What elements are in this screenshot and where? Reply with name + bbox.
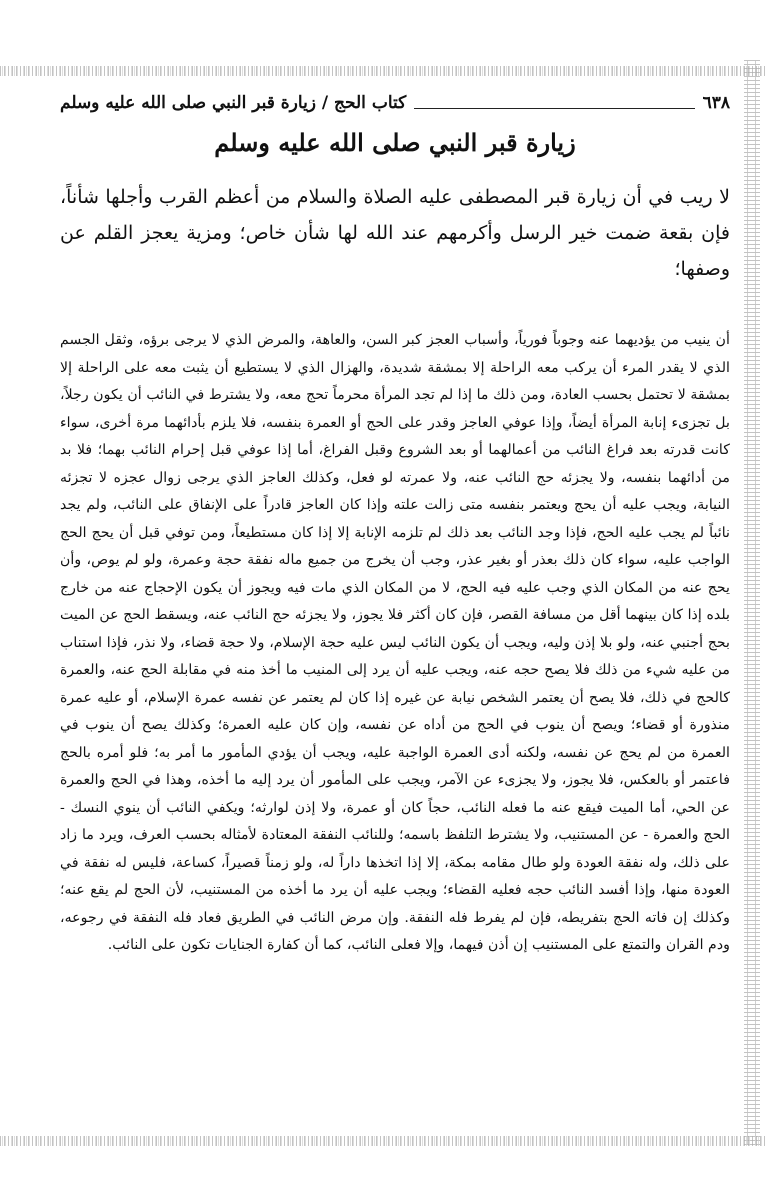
page-header <box>60 90 730 116</box>
body-text: أن ينيب من يؤديهما عنه وجوباً فورياً، وأسباب العجز كبر السن، والعاهة، والمرض الذي لا يرجى برؤه، وثقل الجسم الذي لا يقدر المرء أن يركب معه الراحلة إلا بمشقة شديدة، والهزال الذي لا يستطيع أن يثبت معه على الراحلة إلا بمشقة لا تحتمل بحسب العادة، ومن ذلك ما إذا لم تجد المرأة محرماً تحج معه، ولا يشترط في النائب أن يكون رجلاً، بل تجزىء إنابة المرأة أيضاً، وإذا عوفي العاجز وقدر على الحج أو العمرة بنفسه، فلا يلزم بأدائهما مرة أخرى، سواء كانت قدرته بعد فراغ النائب من أعمالهما أو بعد الشروع وقبل الفراغ، أما إذا عوفي قبل إحرام النائب بهما؛ فلا بد من أدائهما بنفسه، ولا يجزئه حج النائب عنه، ولا عمرته لو فعل، وكذلك العاجز الذي يرجى زوال عجزه لا تجزئه النيابة، ويجب عليه أن يحج ويعتمر بنفسه متى زالت علته وإذا كان العاجز قادراً على الإنفاق على النائب، ولم يجد نائباً لم يجب عليه الحج، فإذا وجد النائب بعد ذلك لم تلزمه الإنابة إلا إذا كان مستطيعاً، ومن توفي قبل أن يحج الحج الواجب عليه، سواء كان ذلك بعذر أو بغير عذر، وجب أن يخرج من جميع ماله نفقة حجة وعمرة، ولو لم يوص، وأن يحج عنه من المكان الذي وجب عليه فيه الحج، لا من المكان الذي مات فيه ويجوز أن يكون الإحجاج عنه من خارج بلده إذا كان بينهما أقل من مسافة القصر، فإن كان أكثر فلا يجوز، ولا يجزئه حج النائب عنه، ويسقط الحج عن الميت بحج أجنبي عنه، ولو بلا إذن وليه، ويجب أن يكون النائب ليس عليه حجة الإسلام، ولا حجة قضاء، ولا نذر، فإذا استناب من عليه شيء من ذلك فلا يصح حجه عنه، ويجب عليه أن يرد إلى المنيب ما أخذ منه في مقابلة الحج عنه، والعمرة كالحج في ذلك، فلا يصح أن يعتمر الشخص نيابة عن غيره إذا كان لم يعتمر عن نفسه عمرة الإسلام، أو عليه عمرة منذورة أو قضاء؛ ويصح أن ينوب في الحج من أداه عن نفسه، وإن كان عليه العمرة؛ وكذلك يصح أن ينوب في العمرة من لم يحج عن نفسه، ولكنه أدى العمرة الواجبة عليه، ويجب أن يؤدي المأمور ما أمر به؛ فلو أمره بالحج فاعتمر أو بالعكس، فلا يجوز، ولا يجزىء عن الآمر، ويجب على المأمور أن يرد إليه ما أخذه، وهذا في الحج والعمرة عن الحي، أما الميت فيقع عنه ما فعله النائب، حجاً كان أو عمرة، ولا إذن لوارثه؛ ويكفي النائب أن ينوي النسك - الحج والعمرة - عن المستنيب، ولا يشترط التلفظ باسمه؛ وللنائب النفقة المعتادة لأمثاله بحسب العرف، ويرد ما زاد على ذلك، وله نفقة العودة ولو طال مقامه بمكة، إلا إذا اتخذها داراً له، ولو زمناً قصيراً، كساعة، فليس له نفقة في العودة منها، وإذا أفسد النائب حجه فعليه القضاء؛ ويجب عليه أن يرد ما أخذه من المستنيب، لأن الحج لم يقع عنه؛ وكذلك إن فاته الحج بتفريطه، فإن لم يفرط فله النفقة. وإن مرض النائب في الطريق فعاد فله النفقة في رجوعه، ودم القران والتمتع على المستنيب إن أذن فيهما، وإلا فعلى النائب، كما أن كفارة الجنايات تكون على النائب. <box>60 332 730 953</box>
page-number: ٦٣٨ <box>702 93 730 113</box>
ornamental-border-top <box>0 66 765 76</box>
header-rule <box>414 98 694 109</box>
intro-text: لا ريب في أن زيارة قبر المصطفى عليه الصلاة والسلام من أعظم القرب وأجلها شأناً، فإن بقعة ضمت خير الرسل وأكرمهم عند الله لها شأن خاص؛ ومزية يعجز القلم عن وصفها؛ <box>60 186 730 280</box>
ornamental-border-bottom <box>0 1136 765 1146</box>
ornamental-border-right <box>744 60 760 1145</box>
document-page <box>60 90 730 960</box>
intro-paragraph <box>60 179 730 287</box>
section-title: زيارة قبر النبي صلى الله عليه وسلم <box>214 128 576 157</box>
running-title: كتاب الحج / زيارة قبر النبي صلى الله عليه وسلم <box>60 93 407 113</box>
body-paragraph <box>60 327 730 960</box>
